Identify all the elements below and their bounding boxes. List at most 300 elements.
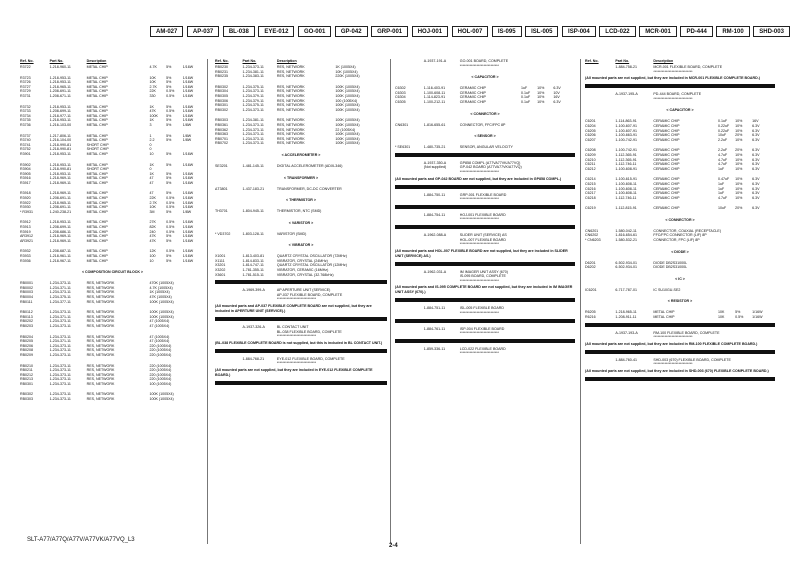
part-no: 1-208-686-11	[49, 229, 71, 234]
value	[335, 361, 350, 366]
part-row	[215, 361, 387, 366]
rating: 1/16W	[182, 118, 194, 123]
board-tab[interactable]: GP-042	[335, 26, 368, 37]
rating	[553, 197, 575, 202]
part-no: 1-234-373-11	[49, 348, 71, 353]
value: 10	[149, 258, 154, 263]
description: VIBRATOR, CRYSTAL (24MHz)	[276, 258, 328, 263]
value: 47K	[149, 238, 156, 243]
ref-no: X3202	[215, 268, 226, 273]
ref-no: R3918	[20, 191, 31, 196]
ref-no: RB0212	[20, 372, 33, 377]
part-row	[585, 70, 775, 75]
divider-bar	[585, 350, 775, 354]
description: RES, NETWORK	[86, 392, 115, 397]
part-no: 1-234-373-11	[242, 107, 264, 112]
rating	[183, 324, 205, 329]
part-row	[215, 209, 387, 214]
board-tab[interactable]: BL-038	[223, 26, 255, 37]
ref-no: R3919	[20, 229, 31, 234]
part-no: 1-100-212-11	[423, 99, 446, 104]
description: CERAMIC CHIP	[653, 133, 680, 138]
section-heading: < RESISTOR >	[667, 299, 693, 304]
value: 2.2uF	[717, 148, 728, 153]
ref-no: * VD3702	[215, 231, 231, 236]
part-no: (Not supplied)	[423, 165, 447, 170]
tolerance	[537, 145, 553, 150]
value: 0	[149, 147, 152, 152]
description: METAL CHIP	[86, 104, 108, 109]
divider-bar	[585, 84, 775, 88]
divider-bar	[585, 323, 775, 327]
ref-no: C6206	[585, 133, 596, 138]
part-no: 1-884-758-21	[615, 65, 637, 69]
description: METAL CHIP	[86, 249, 108, 254]
ref-no: C6218	[585, 195, 596, 200]
part-no: 1-217-806-11	[49, 133, 71, 138]
description: METAL CHIP	[86, 65, 108, 69]
part-no: 1-884-760-41	[615, 357, 637, 362]
value: 220 (1005X4)	[149, 343, 172, 348]
description: FFC/FPC CONNECTOR (LIF) 8P	[653, 233, 707, 238]
description: RM-100 FLEXIBLE BOARD, COMPLETE	[653, 330, 720, 335]
board-tab[interactable]: ISL-005	[525, 26, 558, 37]
value: 12K	[149, 249, 156, 254]
tolerance: 10%	[735, 181, 743, 186]
value: 0.1uF	[520, 95, 531, 100]
rating	[553, 279, 575, 284]
ref-no: R3936	[20, 258, 31, 263]
header-desc: Description	[653, 59, 674, 63]
supply-note: (All mounted parts are not supplied, but they are included in RM-100 FLEXIBLE COMPLETE BOARD.)	[585, 341, 758, 346]
description: CERAMIC CHIP	[653, 119, 680, 124]
board-tab[interactable]: IS-095	[492, 26, 522, 37]
part-no: 1-218-965-11	[49, 84, 71, 89]
rating	[553, 331, 575, 336]
value: 10K (1005X4)	[335, 69, 358, 74]
value: 0.47uF	[717, 177, 730, 182]
ref-no	[215, 334, 243, 339]
part-no: 1-100-608-11	[615, 191, 637, 196]
part-row	[215, 273, 387, 278]
value: 100K (1005X4)	[335, 89, 360, 94]
description: VIBRATOR, CRYSTAL (32.768kHz)	[276, 272, 334, 277]
board-tab[interactable]: RM-100	[716, 26, 749, 37]
part-no: 1-218-969-11	[49, 191, 71, 196]
supply-note: (All mounted parts and IS-095 COMPLETE BOARD are not supplied, but they are included in IM IMAGER UNIT ASSY (670).)	[395, 285, 573, 295]
ref-no	[395, 279, 424, 284]
tolerance	[351, 209, 366, 214]
board-tab[interactable]: GO-001	[298, 26, 331, 37]
rating: 1/16W	[182, 113, 194, 118]
description: METAL CHIP	[86, 75, 108, 80]
tolerance: 0.5%	[166, 200, 175, 205]
part-no: 1-100-608-11	[423, 90, 446, 95]
ref-no: AR3912	[20, 234, 33, 239]
ref-no: RB0362	[215, 127, 228, 132]
value: 1K	[149, 118, 154, 123]
board-tab[interactable]: ISP-004	[562, 26, 596, 37]
column-header	[585, 59, 775, 64]
tolerance	[351, 232, 366, 237]
value	[718, 97, 735, 102]
tolerance: 0.5%	[166, 93, 175, 98]
column-divider	[207, 59, 208, 544]
value: 47 (1005X4)	[149, 339, 170, 344]
part-no: 1-234-379-11	[242, 93, 264, 98]
description: MCR-001 FLEXIBLE BOARD, COMPLETE	[653, 65, 723, 69]
section-heading: < COMPOSITION CIRCUIT BLOCK >	[81, 270, 144, 275]
value: 1uF	[717, 181, 725, 186]
board-tab[interactable]: SHD-003	[753, 26, 790, 37]
part-no	[615, 335, 653, 340]
ref-no: RB0003	[20, 290, 33, 295]
tolerance: 5%	[166, 133, 172, 138]
tolerance: 10%	[735, 137, 743, 142]
value: 3	[149, 122, 152, 127]
description: ****************************	[276, 361, 317, 366]
description: ****************************	[459, 197, 499, 202]
value: 1uF	[717, 186, 725, 191]
ref-no: R3904	[20, 167, 31, 172]
rating: 1/16W	[182, 104, 194, 109]
ref-no	[395, 242, 424, 247]
ref-no: R3922	[20, 200, 31, 205]
ref-no: RB0701	[215, 136, 228, 141]
description: METAL CHIP	[86, 196, 108, 201]
tolerance: 0.5%	[166, 109, 175, 114]
part-no: 1-804-945-11	[242, 209, 264, 214]
part-no: 1-100-608-11	[615, 186, 637, 191]
part-row	[20, 123, 205, 128]
tolerance: 5%	[166, 75, 172, 80]
description: IM IMAGER UNIT ASSY (670)	[459, 269, 508, 274]
description: DIODE DB2S31000L	[653, 260, 688, 265]
part-row	[395, 64, 575, 69]
description: ****************************	[459, 169, 499, 174]
description: METAL CHIP	[86, 113, 108, 118]
description: METAL CHIP	[86, 118, 108, 123]
tolerance	[166, 300, 183, 305]
rating: 6.3V	[752, 195, 760, 200]
part-no	[615, 362, 653, 367]
tolerance	[735, 288, 752, 293]
value: 100 (1005X4)	[335, 98, 358, 103]
part-row	[585, 288, 775, 293]
board-tab[interactable]: HOJ-001	[412, 26, 448, 37]
tolerance: 10%	[735, 162, 743, 167]
part-no: 1-112-365-91	[615, 152, 637, 157]
part-no: 1-218-990-81	[49, 147, 72, 152]
ref-no	[395, 311, 424, 316]
tolerance	[735, 70, 752, 75]
part-row	[395, 331, 575, 336]
value: 100K (1005X4)	[335, 93, 360, 98]
board-tab[interactable]: EYE-012	[258, 26, 294, 37]
divider-bar	[585, 377, 775, 381]
description: METAL CHIP	[86, 234, 108, 239]
board-tab[interactable]: GRP-001	[371, 26, 408, 37]
part-row	[585, 238, 775, 243]
tolerance	[537, 170, 553, 175]
description: RES, NETWORK	[86, 339, 115, 344]
part-row	[215, 164, 387, 169]
board-tab[interactable]: AP-037	[187, 26, 219, 37]
board-tab[interactable]: LCD-022	[599, 26, 635, 37]
description: RES, NETWORK	[276, 127, 305, 132]
ref-no: RB0302	[215, 84, 228, 89]
ref-no: R3736	[20, 122, 31, 127]
description: TRANSFORMER, DC-DC CONVERTER	[276, 186, 342, 191]
rating: 6.3V	[752, 206, 760, 211]
value: 100K (1005X4)	[335, 84, 360, 89]
ref-no: R3920	[20, 196, 31, 201]
value: 27K	[149, 220, 156, 225]
tolerance: 5%	[166, 191, 172, 196]
value	[335, 273, 350, 278]
value: 220 (1005X4)	[149, 363, 172, 368]
value: 100K (1005X4)	[149, 310, 174, 315]
part-no: 1-234-375-11	[49, 294, 71, 299]
value: 100 (1005X4)	[149, 381, 172, 386]
part-no: 1-814-747-11	[242, 263, 264, 268]
tolerance	[351, 361, 366, 366]
part-no	[243, 297, 277, 302]
part-no: 1-216-103-00	[49, 122, 72, 127]
header-ref: Ref. No.	[20, 59, 34, 63]
rating: 1/16W	[182, 89, 194, 94]
value: 47 (1005X4)	[149, 319, 170, 324]
description: AP-037 FLEXIBLE BOARD, COMPLETE	[276, 292, 343, 297]
description: SHORT CHIP	[86, 147, 109, 152]
supply-note: (All mounted parts are not supplied, but they are included in EYE-012 FLEXIBLE COMPLETE BOARD.)	[215, 368, 373, 377]
tolerance	[351, 74, 366, 79]
value: 10uF	[717, 206, 727, 211]
rating: 1/16W	[752, 310, 763, 315]
description: METAL CHIP	[86, 238, 108, 243]
part-row	[20, 152, 205, 157]
tolerance: 5%	[166, 180, 172, 185]
part-no: 1-100-742-91	[615, 148, 637, 153]
ref-no: RB0302	[20, 392, 33, 397]
value: 220 (1005X4)	[149, 352, 172, 357]
rating: 6.3V	[752, 191, 760, 196]
divider-bar	[215, 317, 387, 321]
description: RES, NETWORK	[86, 377, 115, 382]
value	[335, 209, 350, 214]
value: 1K (1005X4)	[149, 290, 170, 295]
part-no: 1-234-373-11	[49, 290, 71, 295]
rating: 1/16W	[182, 234, 194, 239]
value	[521, 197, 537, 202]
description: METAL CHIP	[86, 133, 108, 138]
part-no: 1-884-768-21	[242, 356, 265, 361]
value: 4.7uF	[717, 152, 728, 157]
part-no: 1-234-373-11	[49, 281, 71, 286]
description: GO-001 BOARD, COMPLETE	[459, 59, 509, 63]
divider-bar	[395, 262, 575, 266]
value: 240	[149, 229, 156, 234]
rating	[553, 64, 575, 69]
part-no: 1-234-373-11	[49, 334, 71, 339]
part-no: A-1937-195-A	[615, 92, 638, 97]
description: ****************************	[459, 63, 499, 68]
part-row	[395, 145, 575, 150]
tolerance	[537, 123, 553, 128]
part-no: 1-100-742-91	[615, 137, 637, 142]
ref-no: RB0301	[215, 103, 228, 108]
description: BL CONTACT UNIT	[276, 325, 309, 330]
ref-no: RB0702	[215, 141, 228, 146]
part-no: 1-481-145-11	[242, 163, 264, 168]
description: SENSOR, ANGULAR VELOCITY	[459, 145, 513, 150]
ref-no: D6202	[585, 265, 596, 270]
ref-no: RB0301	[20, 381, 33, 386]
description: METAL CHIP	[86, 176, 108, 181]
part-no	[243, 334, 277, 339]
part-no: 1-218-953-11	[49, 104, 71, 109]
ref-no: R3737	[20, 133, 31, 138]
description: ****************************	[276, 297, 317, 302]
value: 0	[149, 167, 152, 172]
value: 22K	[149, 89, 156, 94]
board-tab[interactable]: AM-027	[150, 26, 183, 37]
tolerance: 5%	[166, 162, 172, 167]
description: PD-444 BOARD, COMPLETE	[653, 92, 702, 97]
part-no	[243, 361, 277, 366]
ref-no: C6208	[585, 148, 596, 153]
divider-bar	[395, 185, 575, 189]
divider-bar	[395, 298, 575, 302]
part-no: 1-208-691-11	[49, 205, 71, 210]
tolerance: 10%	[735, 119, 743, 124]
rating: 1/16W	[182, 229, 194, 234]
ref-no: R3733	[20, 109, 31, 114]
rating: 1/16W	[182, 258, 194, 263]
rating: 1/16W	[182, 225, 194, 230]
value: 2.2uF	[717, 137, 728, 142]
value: 4.7uF	[717, 162, 728, 167]
rating	[366, 187, 387, 192]
part-no	[424, 331, 460, 336]
rating	[553, 351, 575, 356]
part-row	[20, 94, 205, 99]
ref-no: IC6201	[585, 287, 597, 292]
tolerance	[537, 279, 553, 284]
part-row	[215, 108, 387, 113]
supply-note: (All mounted parts are not supplied, but they are included in SHD-003 (670) FLEXIBLE COMPLETE BOARD.)	[585, 369, 769, 373]
header-ref: Ref. No.	[215, 59, 229, 63]
description: CONNECTOR, FFC/FPC 8P	[459, 122, 506, 127]
rating: 1/16W	[182, 220, 194, 225]
value: 22 (1005X4)	[335, 127, 356, 132]
value	[521, 242, 537, 247]
part-no	[424, 64, 460, 69]
ref-no: R3729	[20, 89, 31, 94]
value: 2.7K	[149, 200, 157, 205]
rating	[752, 362, 775, 367]
tolerance	[735, 238, 752, 243]
ref-no: R3901	[20, 151, 31, 156]
ref-no: C6205	[585, 128, 596, 133]
part-no: 1-234-383-11	[242, 74, 264, 79]
value	[335, 164, 350, 169]
ref-no: C6304	[395, 95, 406, 100]
description: RES, NETWORK	[86, 290, 115, 295]
ref-no: RB0202	[20, 319, 33, 324]
description: RES, NETWORK	[276, 141, 305, 146]
board-tab[interactable]: PD-444	[680, 26, 712, 37]
description: METAL CHIP	[86, 89, 108, 94]
tolerance: 5%	[166, 209, 172, 214]
section-heading: < CONNECTOR >	[470, 111, 500, 116]
part-row	[585, 138, 775, 143]
description: RES, NETWORK	[276, 89, 305, 94]
description: METAL CHIP	[653, 310, 675, 315]
rating: 6.3V	[553, 86, 561, 91]
tolerance: 20%	[735, 206, 743, 211]
description: VIBRATOR, CERAMIC (16MHz)	[276, 268, 329, 273]
board-tab[interactable]: MCR-001	[639, 26, 677, 37]
tolerance: 20%	[735, 133, 743, 138]
part-row	[585, 362, 775, 367]
ref-no	[395, 197, 424, 202]
ref-no: R3734	[20, 113, 31, 118]
description: SLIDER UNIT (SERVICE) AS	[459, 232, 507, 237]
description: ****************************	[653, 69, 693, 74]
value	[718, 238, 735, 243]
ref-no: RB0111	[20, 299, 33, 304]
tolerance	[351, 141, 366, 146]
part-row	[395, 170, 575, 175]
value: 10uF	[717, 133, 727, 138]
description: RES, NETWORK	[276, 118, 305, 123]
description: RES, NETWORK	[276, 69, 305, 74]
rating: 1/16W	[182, 109, 194, 114]
part-no: 1-234-373-11	[242, 132, 264, 137]
ref-no: R3722	[20, 65, 31, 69]
value: 100K (1005X4)	[335, 122, 360, 127]
ref-no: R3913	[20, 225, 31, 230]
part-no: 1-112-815-91	[615, 206, 637, 211]
rating	[553, 170, 575, 175]
ref-no: C6210	[585, 157, 596, 162]
section-heading: < TRANSFORMER >	[283, 175, 319, 180]
part-no: 1-114-823-91	[423, 95, 446, 100]
value	[718, 70, 735, 75]
value: 470K (1005X4)	[149, 281, 174, 286]
part-no: 1-218-953-11	[49, 118, 71, 123]
description: METAL CHIP	[653, 315, 675, 320]
tolerance	[351, 187, 366, 192]
description: CERAMIC CHIP	[653, 137, 680, 142]
divider-bar	[395, 339, 575, 343]
ref-no: RB0203	[20, 323, 33, 328]
tolerance: 10%	[735, 152, 743, 157]
rating: 1/16W	[182, 80, 194, 85]
board-tab[interactable]: HOL-007	[452, 26, 489, 37]
tolerance	[735, 265, 752, 270]
part-no: 1-234-377-11	[49, 299, 71, 304]
description: DIGITAL ACCELEROMETER (ADXL346)	[276, 163, 343, 168]
part-no: 1-100-615-91	[615, 177, 637, 182]
ref-no: RB0209	[20, 352, 33, 357]
tolerance: 5%	[166, 65, 172, 69]
value	[521, 217, 537, 222]
part-no: 1-218-990-81	[49, 167, 72, 172]
ref-no: X3201	[215, 263, 226, 268]
rating	[183, 353, 205, 358]
